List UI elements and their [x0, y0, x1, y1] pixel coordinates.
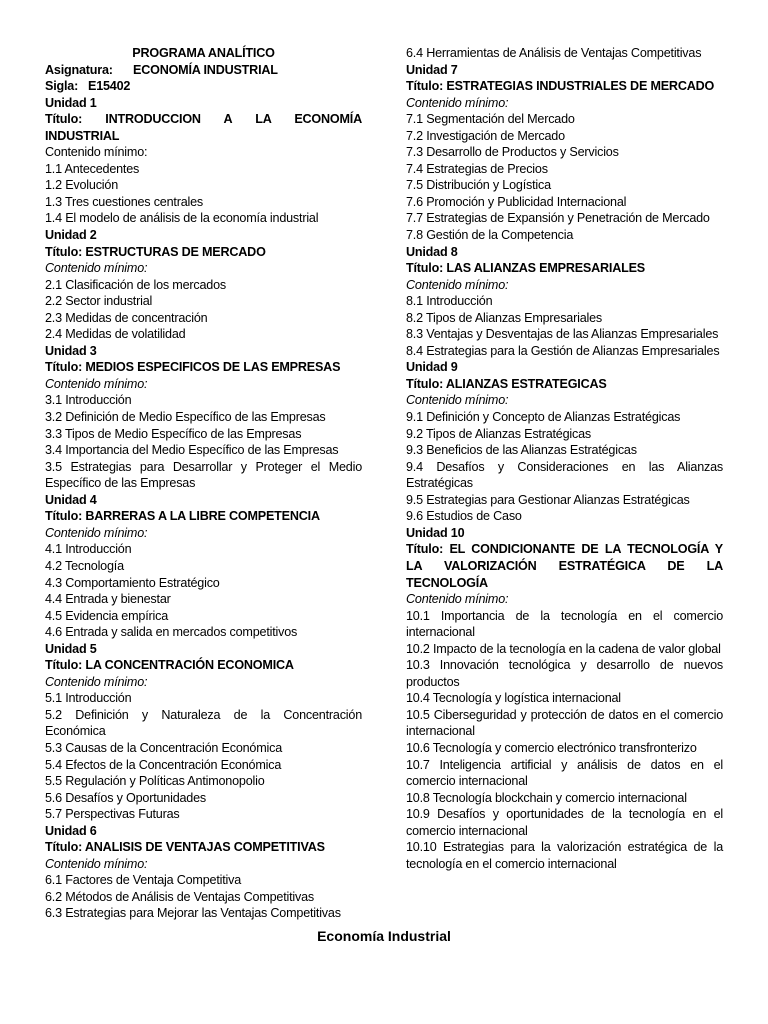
list-item: 10.7 Inteligencia artificial y análisis de datos en el comercio internacional	[406, 757, 723, 789]
contenido-label: Contenido mínimo:	[406, 592, 509, 607]
list-item: 3.4 Importancia del Medio Específico de las Empresas	[45, 443, 339, 458]
unit-title: Título: ESTRUCTURAS DE MERCADO	[45, 244, 266, 259]
list-item: 9.1 Definición y Concepto de Alianzas Estratégicas	[406, 410, 681, 425]
unit-heading: Unidad 2	[45, 228, 97, 243]
list-item: 3.2 Definición de Medio Específico de las Empresas	[45, 410, 326, 425]
list-item: 8.3 Ventajas y Desventajas de las Alianzas Empresariales	[406, 327, 719, 342]
unit-heading: Unidad 6	[45, 823, 97, 838]
document-title: PROGRAMA ANALÍTICO	[132, 46, 275, 60]
asignatura-row	[45, 62, 362, 79]
sigla-row	[45, 78, 362, 95]
list-item: 10.5 Ciberseguridad y protección de datos en el comercio internacional	[406, 707, 723, 739]
list-item: 9.4 Desafíos y Consideraciones en las Alianzas Estratégicas	[406, 459, 723, 491]
contenido-label: Contenido mínimo:	[45, 674, 148, 689]
list-item: 8.1 Introducción	[406, 294, 493, 309]
contenido-label: Contenido mínimo:	[406, 277, 509, 292]
unit-heading: Unidad 4	[45, 492, 97, 507]
list-item: 7.3 Desarrollo de Productos y Servicios	[406, 145, 619, 160]
unit-title: Título: ALIANZAS ESTRATEGICAS	[406, 376, 607, 391]
unit-heading: Unidad 1	[45, 95, 97, 110]
contenido-label: Contenido mínimo:	[45, 145, 148, 160]
list-item: 9.3 Beneficios de las Alianzas Estratégicas	[406, 443, 637, 458]
unit-heading: Unidad 5	[45, 641, 97, 656]
unit-title: Título: BARRERAS A LA LIBRE COMPETENCIA	[45, 509, 320, 524]
asignatura-label: Asignatura:	[45, 62, 113, 77]
list-item: 4.5 Evidencia empírica	[45, 608, 169, 623]
list-item: 7.6 Promoción y Publicidad Internacional	[406, 194, 627, 209]
list-item: 5.7 Perspectivas Futuras	[45, 807, 180, 822]
list-item: 10.10 Estrategias para la valorización estratégica de la tecnología en el comercio internacional	[406, 840, 723, 871]
list-item: 7.2 Investigación de Mercado	[406, 128, 565, 143]
list-item: 5.6 Desafíos y Oportunidades	[45, 790, 207, 805]
list-item: 2.2 Sector industrial	[45, 294, 153, 309]
list-item: 2.3 Medidas de concentración	[45, 310, 208, 325]
unit-heading: Unidad 3	[45, 343, 97, 358]
list-item: 10.4 Tecnología y logística internacional	[406, 691, 621, 706]
list-item: 5.3 Causas de la Concentración Económica	[45, 740, 283, 755]
list-item: 10.8 Tecnología blockchain y comercio internacional	[406, 790, 687, 805]
list-item: 5.2 Definición y Naturaleza de la Concentración Económica	[45, 707, 362, 739]
list-item: 1.4 El modelo de análisis de la economía industrial	[45, 211, 319, 226]
list-item: 5.4 Efectos de la Concentración Económica	[45, 757, 282, 772]
list-item: 7.1 Segmentación del Mercado	[406, 112, 575, 127]
unit-heading: Unidad 10	[406, 525, 465, 540]
list-item: 10.3 Innovación tecnológica y desarrollo de nuevos productos	[406, 658, 723, 689]
unit-title-cont: INDUSTRIAL	[45, 128, 120, 143]
right-column	[406, 45, 723, 872]
list-item: 3.1 Introducción	[45, 393, 132, 408]
list-item: 5.5 Regulación y Políticas Antimonopolio	[45, 774, 265, 789]
list-item: 4.3 Comportamiento Estratégico	[45, 575, 220, 590]
list-item: 2.1 Clasificación de los mercados	[45, 277, 226, 292]
list-item: 10.9 Desafíos y oportunidades de la tecnología en el comercio internacional	[406, 807, 723, 838]
sigla-value: E15402	[88, 79, 131, 94]
list-item: 6.2 Métodos de Análisis de Ventajas Competitivas	[45, 889, 315, 904]
list-item: 4.6 Entrada y salida en mercados competitivos	[45, 625, 298, 640]
list-item: 3.3 Tipos de Medio Específico de las Empresas	[45, 426, 302, 441]
left-column	[45, 45, 362, 922]
unit-title: Título: MEDIOS ESPECIFICOS DE LAS EMPRESAS	[45, 360, 341, 375]
list-item: 6.1 Factores de Ventaja Competitiva	[45, 873, 242, 888]
list-item: 7.7 Estrategias de Expansión y Penetración de Mercado	[406, 211, 710, 226]
list-item: 4.4 Entrada y bienestar	[45, 592, 171, 607]
unit-heading: Unidad 7	[406, 62, 458, 77]
unit-heading: Unidad 9	[406, 360, 458, 375]
list-item: 10.1 Importancia de la tecnología en el comercio internacional	[406, 608, 723, 640]
list-item: 2.4 Medidas de volatilidad	[45, 327, 186, 342]
list-item: 7.5 Distribución y Logística	[406, 178, 551, 193]
asignatura-value: ECONOMÍA INDUSTRIAL	[133, 62, 278, 77]
sigla-label: Sigla:	[45, 79, 79, 94]
contenido-label: Contenido mínimo:	[45, 525, 148, 540]
unit-title: Título: ANALISIS DE VENTAJAS COMPETITIVAS	[45, 840, 325, 855]
unit-title: Título: LAS ALIANZAS EMPRESARIALES	[406, 261, 646, 276]
list-item: 10.2 Impacto de la tecnología en la cadena de valor global	[406, 641, 721, 656]
list-item: 9.6 Estudios de Caso	[406, 509, 522, 524]
list-item: 3.5 Estrategias para Desarrollar y Proteger el Medio Específico de las Empresas	[45, 459, 362, 491]
unit-title: Título: EL CONDICIONANTE DE LA TECNOLOGÍA Y LA VALORIZACIÓN ESTRATÉGICA DE LA TECNOLOGÍA	[406, 542, 723, 590]
contenido-label: Contenido mínimo:	[406, 393, 509, 408]
list-item: 1.1 Antecedentes	[45, 161, 140, 176]
list-item: 10.6 Tecnología y comercio electrónico transfronterizo	[406, 740, 697, 755]
list-item: 1.3 Tres cuestiones centrales	[45, 194, 204, 209]
unit-heading: Unidad 8	[406, 244, 458, 259]
list-item: 1.2 Evolución	[45, 178, 119, 193]
list-item: 9.5 Estrategias para Gestionar Alianzas Estratégicas	[406, 492, 690, 507]
list-item: 4.2 Tecnología	[45, 558, 124, 573]
unit-title: Título: LA CONCENTRACIÓN ECONOMICA	[45, 658, 294, 673]
list-item: 9.2 Tipos de Alianzas Estratégicas	[406, 426, 592, 441]
contenido-label: Contenido mínimo:	[406, 95, 509, 110]
list-item: 8.2 Tipos de Alianzas Empresariales	[406, 310, 603, 325]
list-item: 6.4 Herramientas de Análisis de Ventajas Competitivas	[406, 46, 702, 60]
list-item: 7.4 Estrategias de Precios	[406, 161, 548, 176]
page-footer: Economía Industrial	[317, 928, 451, 944]
unit-title: Título: ESTRATEGIAS INDUSTRIALES DE MERCADO	[406, 79, 715, 94]
list-item: 6.3 Estrategias para Mejorar las Ventajas Competitivas	[45, 906, 341, 921]
list-item: 5.1 Introducción	[45, 691, 132, 706]
contenido-label: Contenido mínimo:	[45, 856, 148, 871]
list-item: 4.1 Introducción	[45, 542, 132, 557]
list-item: 7.8 Gestión de la Competencia	[406, 228, 574, 243]
unit-title: Título: INTRODUCCION A LA ECONOMÍA	[45, 112, 362, 127]
contenido-label: Contenido mínimo:	[45, 376, 148, 391]
list-item: 8.4 Estrategias para la Gestión de Alianzas Empresariales	[406, 343, 720, 358]
contenido-label: Contenido mínimo:	[45, 261, 148, 276]
